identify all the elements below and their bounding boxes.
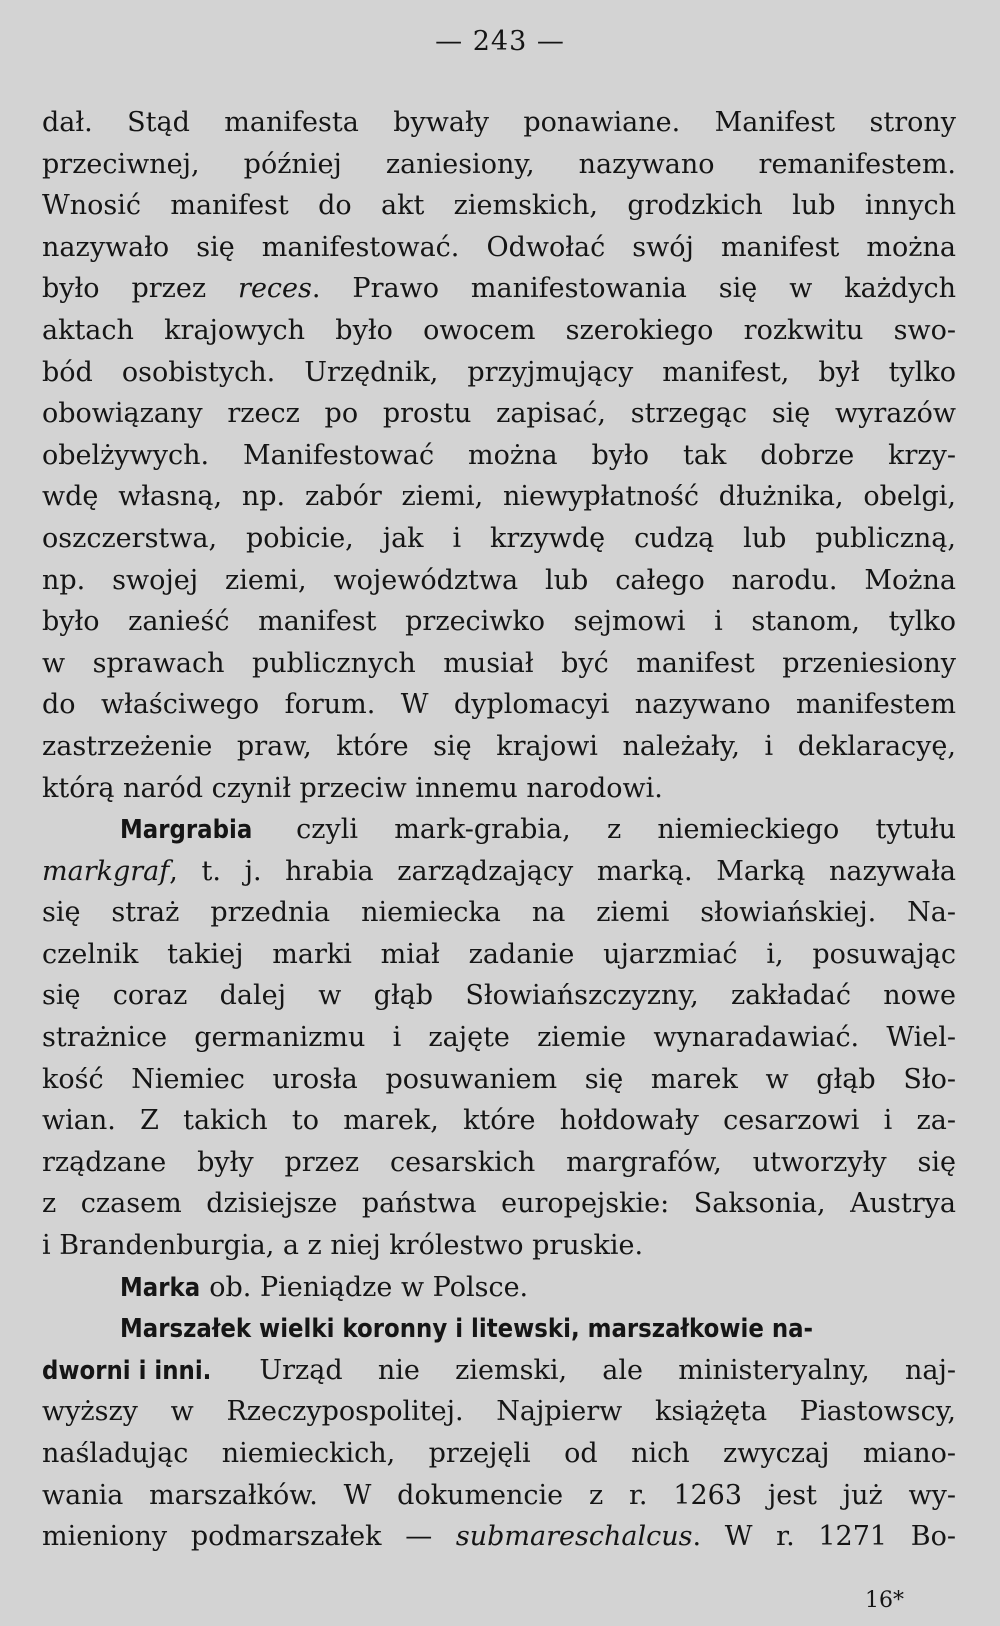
text-line: z czasem dzisiejsze państwa europejskie: Saksonia, Austrya: [42, 1188, 956, 1220]
text-line: którą naród czynił przeciw innemu narodowi.: [42, 772, 663, 804]
text-line: strażnice germanizmu i zajęte ziemie wynaradawiać. Wiel-: [42, 1022, 956, 1054]
text-line: się coraz dalej w głąb Słowiańszczyzny, zakładać nowe: [42, 980, 956, 1012]
entry-headword: Marszałek wielki koronny i litewski, marszałkowie na-: [120, 1314, 814, 1345]
text-line: zastrzeżenie praw, które się krajowi należały, i deklaracyę,: [42, 730, 956, 762]
text-line: obowiązany rzecz po prostu zapisać, strzegąc się wyrazów: [42, 398, 956, 430]
text-line: [42, 268, 956, 310]
italic-term: markgraf: [42, 855, 170, 887]
text-line: do właściwego forum. W dyplomacyi nazywano manifestem: [42, 689, 956, 721]
page-number: — 243 —: [435, 26, 565, 57]
text-line: wania marszałków. W dokumencie z r. 1263 jest już wy-: [42, 1479, 956, 1511]
italic-term: reces: [238, 273, 312, 305]
text-run: Urząd nie ziemski, ale ministeryalny, naj-: [224, 1354, 956, 1386]
text-run: mieniony podmarszałek —: [42, 1521, 456, 1553]
text-run: było przez: [42, 273, 239, 305]
text-line: obelżywych. Manifestować można było tak dobrze krzy-: [42, 439, 956, 471]
entry-headword: dworni i inni.: [42, 1355, 212, 1386]
text-run: . Prawo manifestowania się w każdych: [311, 273, 956, 305]
text-line: kość Niemiec urosła posuwaniem się marek w głąb Sło-: [42, 1063, 956, 1095]
text-line: i Brandenburgia, a z niej królestwo pruskie.: [42, 1230, 644, 1262]
text-line: bód osobistych. Urzędnik, przyjmujący manifest, był tylko: [42, 356, 956, 388]
text-run: ob. Pieniądze w Polsce.: [200, 1271, 529, 1303]
text-line: było zanieść manifest przeciwko sejmowi i stanom, tylko: [42, 606, 956, 638]
entry-headword: Marka: [120, 1272, 201, 1303]
entry-headword: Margrabia: [120, 815, 253, 846]
italic-term: submareschalcus: [455, 1521, 693, 1553]
text-line: aktach krajowych było owocem szerokiego rozkwitu swo-: [42, 314, 956, 346]
text-run: . W r. 1271 Bo-: [692, 1521, 956, 1553]
text-line: nazywało się manifestować. Odwołać swój manifest można: [42, 231, 956, 263]
text-line: przeciwnej, później zaniesiony, nazywano remanifestem.: [42, 148, 956, 180]
text-line: np. swojej ziemi, województwa lub całego narodu. Można: [42, 564, 956, 596]
text-line: się straż przednia niemiecka na ziemi słowiańskiej. Na-: [42, 897, 956, 929]
signature-mark: 16*: [865, 1588, 904, 1613]
entry-marka: [42, 1267, 956, 1309]
text-line: wdę własną, np. zabór ziemi, niewypłatność dłużnika, obelgi,: [42, 481, 956, 513]
text-line: Wnosić manifest do akt ziemskich, grodzkich lub innych: [42, 190, 956, 222]
text-run: , t. j. hrabia zarządzający marką. Marką nazywała: [169, 855, 956, 887]
text-line: oszczerstwa, pobicie, jak i krzywdę cudzą lub publiczną,: [42, 522, 956, 554]
entry-margrabia: [42, 809, 956, 851]
text-line: wyższy w Rzeczypospolitej. Najpierw książęta Piastowscy,: [42, 1396, 956, 1428]
text-line: wian. Z takich to marek, które hołdowały cesarzowi i za-: [42, 1105, 956, 1137]
body-text: [42, 102, 956, 1558]
entry-marszalek: [42, 1308, 956, 1350]
text-line: czelnik takiej marki miał zadanie ujarzmiać i, posuwając: [42, 938, 956, 970]
text-line: w sprawach publicznych musiał być manifest przeniesiony: [42, 647, 956, 679]
text-line: [42, 1516, 956, 1558]
text-line: [42, 1350, 956, 1392]
text-run: czyli mark-grabia, z niemieckiego tytułu: [259, 814, 956, 846]
text-line: rządzane były przez cesarskich margrafów, utworzyły się: [42, 1146, 956, 1178]
text-line: [42, 851, 956, 893]
text-line: dał. Stąd manifesta bywały ponawiane. Manifest strony: [42, 107, 956, 138]
text-line: naśladując niemieckich, przejęli od nich zwyczaj miano-: [42, 1438, 956, 1469]
